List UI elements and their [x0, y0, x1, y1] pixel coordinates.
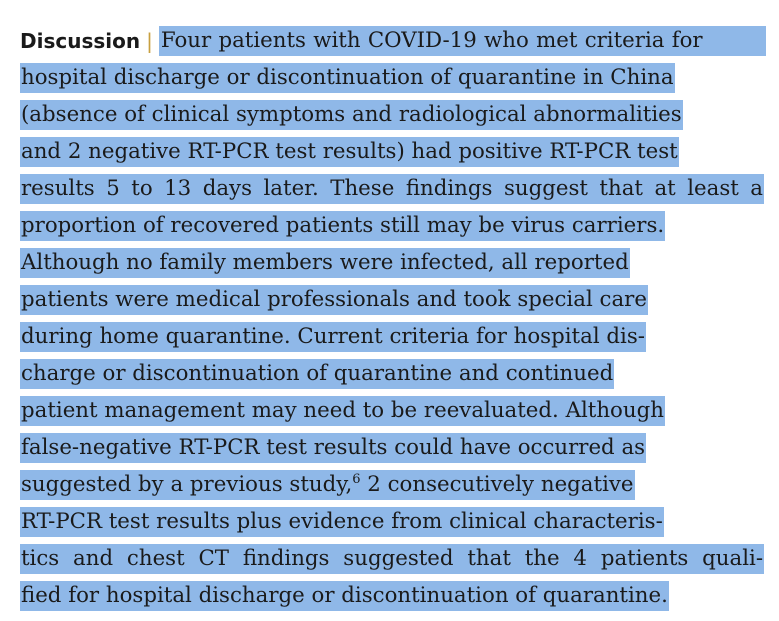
- highlighted-text: proportion of recovered patients still may be virus carriers.: [20, 211, 665, 241]
- highlighted-text: results 5 to 13 days later. These findings suggest that at least a: [20, 174, 764, 204]
- citation-superscript[interactable]: 6: [352, 472, 361, 487]
- text-line-11: [20, 392, 766, 429]
- section-heading: Discussion: [20, 26, 144, 56]
- text-line-3: [20, 96, 766, 133]
- highlighted-text: tics and chest CT findings suggested that the 4 patients quali-: [20, 544, 764, 574]
- line-13-end: 2 consecutively negative: [367, 472, 634, 497]
- highlighted-text: RT-PCR test results plus evidence from clinical characteris-: [20, 507, 664, 537]
- text-line-1: [20, 22, 766, 59]
- text-line-8: [20, 281, 766, 318]
- highlighted-text: [20, 470, 635, 500]
- highlighted-text: fied for hospital discharge or discontinuation of quarantine.: [20, 581, 669, 611]
- text-line-2: [20, 59, 766, 96]
- text-line-9: [20, 318, 766, 355]
- heading-separator: |: [146, 29, 153, 53]
- highlighted-text: during home quarantine. Current criteria for hospital dis-: [20, 322, 646, 352]
- highlighted-text: patient management may need to be reevaluated. Although: [20, 396, 665, 426]
- highlighted-text: Although no family members were infected, all reported: [20, 248, 630, 278]
- highlighted-text: hospital discharge or discontinuation of quarantine in China: [20, 63, 675, 93]
- discussion-paragraph[interactable]: [20, 22, 766, 614]
- highlighted-text: charge or discontinuation of quarantine and continued: [20, 359, 614, 389]
- highlighted-text: false-negative RT-PCR test results could have occurred as: [20, 433, 646, 463]
- highlighted-text: and 2 negative RT-PCR test results) had positive RT-PCR test: [20, 137, 679, 167]
- text-line-10: [20, 355, 766, 392]
- highlighted-text: patients were medical professionals and took special care: [20, 285, 648, 315]
- text-line-12: [20, 429, 766, 466]
- highlighted-text: (absence of clinical symptoms and radiological abnormalities: [20, 100, 683, 130]
- text-line-4: [20, 133, 766, 170]
- text-line-7: [20, 244, 766, 281]
- line-13-start: suggested by a previous study,: [21, 472, 353, 497]
- text-line-15: [20, 540, 766, 577]
- text-line-13: [20, 466, 766, 503]
- text-line-6: [20, 207, 766, 244]
- text-line-5: [20, 170, 766, 207]
- text-line-14: [20, 503, 766, 540]
- text-line-16: [20, 577, 766, 614]
- highlighted-text: Four patients with COVID-19 who met criteria for: [159, 26, 766, 56]
